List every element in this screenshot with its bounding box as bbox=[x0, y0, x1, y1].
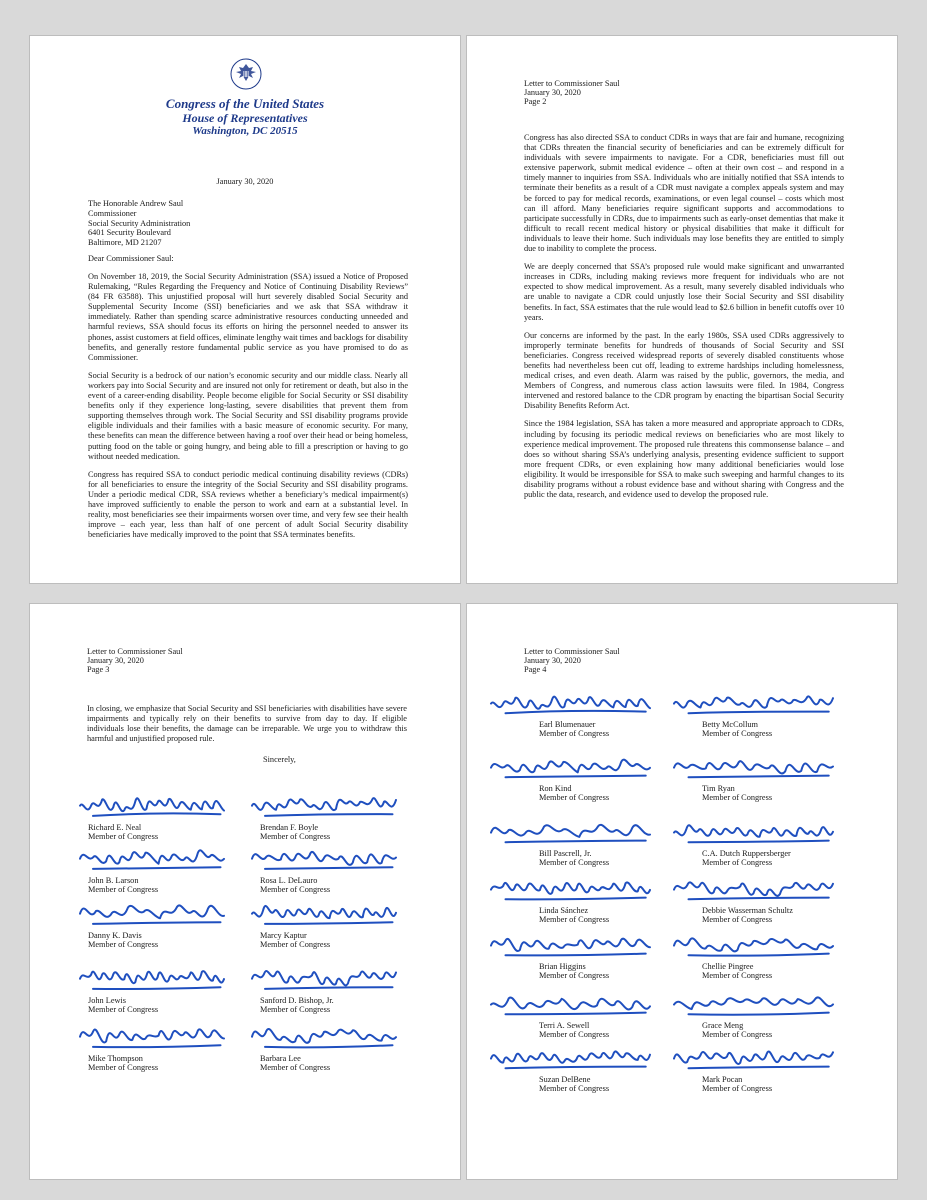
signer-name: Betty McCollum bbox=[702, 720, 759, 729]
header-line: Letter to Commissioner Saul bbox=[524, 647, 620, 656]
handwritten-signature bbox=[78, 840, 238, 876]
header-line: Letter to Commissioner Saul bbox=[524, 79, 620, 88]
signer-title: Member of Congress bbox=[260, 885, 331, 894]
header-line: January 30, 2020 bbox=[87, 656, 144, 666]
header-line: Letter to Commissioner Saul bbox=[87, 647, 183, 656]
signer-name: Sanford D. Bishop, Jr. bbox=[260, 996, 334, 1005]
handwritten-signature bbox=[489, 750, 664, 784]
handwritten-signature bbox=[672, 750, 847, 784]
signer-name: John B. Larson bbox=[88, 876, 139, 885]
signer-title: Member of Congress bbox=[88, 832, 159, 841]
signer-title: Member of Congress bbox=[88, 1063, 159, 1072]
signer bbox=[250, 960, 410, 1018]
signer bbox=[672, 987, 847, 1043]
signer-name: Debbie Wasserman Schultz bbox=[702, 906, 793, 915]
header-line: January 30, 2020 bbox=[524, 88, 581, 98]
letterhead-city: Washington, DC 20515 bbox=[192, 125, 298, 137]
signer-name: Terri A. Sewell bbox=[539, 1021, 590, 1030]
handwritten-signature bbox=[489, 928, 664, 962]
signer bbox=[78, 895, 238, 953]
handwritten-signature bbox=[489, 987, 664, 1021]
signer-title: Member of Congress bbox=[702, 1030, 773, 1039]
paragraph: Since the 1984 legislation, SSA has taken a more measured and appropriate approach to CDRs, including by focusing its periodic medical reviews on beneficiaries who are most likely to experience medical improvement. The proposed rule threatens this commonsense balance – and does so without sharing SSA’s underlying analysis, presenting evidence sufficient to support more frequent CDRs, or even explaining how many additional beneficiaries would lose eligibility. It would be irresponsible for SSA to make such sweeping and harmful changes to its disability programs without a robust evidence base and without sharing with Congress and the public the data, research, and evidence used to develop the proposed rule. bbox=[524, 419, 844, 500]
handwritten-signature bbox=[250, 787, 410, 823]
header-line: Page 3 bbox=[87, 665, 110, 675]
address-line: Baltimore, MD 21207 bbox=[88, 238, 162, 248]
signer-name: Marcy Kaptur bbox=[260, 931, 307, 940]
signer bbox=[489, 987, 664, 1043]
letter-body bbox=[88, 272, 408, 548]
signer-name: Rosa L. DeLauro bbox=[260, 876, 318, 885]
handwritten-signature bbox=[489, 1041, 664, 1075]
recipient-address bbox=[88, 199, 408, 248]
handwritten-signature bbox=[489, 686, 664, 720]
signer-title: Member of Congress bbox=[539, 915, 610, 924]
signer bbox=[78, 960, 238, 1018]
signer-name: Richard E. Neal bbox=[88, 823, 142, 832]
paragraph: We are deeply concerned that SSA’s proposed rule would make significant and unwarranted increases in CDRs, including making reviews more frequent for individuals who are not expected to show medical improvement. As a result, many severely disabled individuals who are unable to navigate a CDR could unjustly lose their Social Security and SSI disability benefits. In fact, SSA estimates that the rule would lead to $2.6 billion in benefit cutoffs over 10 years. bbox=[524, 262, 844, 322]
house-seal-icon bbox=[229, 57, 263, 91]
signer-title: Member of Congress bbox=[702, 858, 773, 867]
signer-name: Earl Blumenauer bbox=[539, 720, 596, 729]
signer bbox=[489, 928, 664, 984]
signer-title: Member of Congress bbox=[260, 832, 331, 841]
signer bbox=[250, 1018, 410, 1076]
signer-title: Member of Congress bbox=[88, 940, 159, 949]
signer-name: John Lewis bbox=[88, 996, 127, 1005]
address-line: Commissioner bbox=[88, 208, 137, 218]
signer-name: Grace Meng bbox=[702, 1021, 744, 1030]
signer bbox=[250, 840, 410, 898]
handwritten-signature bbox=[672, 928, 847, 962]
signer bbox=[78, 840, 238, 898]
signer-title: Member of Congress bbox=[539, 1084, 610, 1093]
signer-title: Member of Congress bbox=[702, 793, 773, 802]
signer bbox=[672, 928, 847, 984]
handwritten-signature bbox=[250, 960, 410, 996]
handwritten-signature bbox=[672, 872, 847, 906]
page-header bbox=[87, 647, 183, 675]
signer-title: Member of Congress bbox=[702, 915, 773, 924]
letter-date: January 30, 2020 bbox=[216, 177, 274, 186]
signer-title: Member of Congress bbox=[702, 1084, 773, 1093]
signer-title: Member of Congress bbox=[539, 858, 610, 867]
page-header bbox=[524, 647, 620, 675]
signer-name: Brendan F. Boyle bbox=[260, 823, 319, 832]
signer-name: Suzan DelBene bbox=[539, 1075, 591, 1084]
closing: Sincerely, bbox=[263, 755, 296, 764]
handwritten-signature bbox=[78, 895, 238, 931]
handwritten-signature bbox=[672, 815, 847, 849]
paragraph: Congress has required SSA to conduct periodic medical continuing disability reviews (CDRs) for all beneficiaries to ensure the integrity of the Social Security and SSI disability programs. Under a periodic medical CDR, SSA reviews whether a beneficiary’s medical impairment(s) have improved sufficiently to enable the person to work and earn at a substantial level. In reality, most beneficiaries see their impairments worsen over time, and very few see their health improve – each year, less than half of one percent of adult Social Security disability beneficiaries have medically improved to the point that SSA terminates benefits. bbox=[88, 469, 408, 540]
handwritten-signature bbox=[78, 1018, 238, 1054]
signer bbox=[672, 1041, 847, 1097]
signer-name: Bill Pascrell, Jr. bbox=[539, 849, 592, 858]
handwritten-signature bbox=[672, 686, 847, 720]
signer bbox=[78, 1018, 238, 1076]
header-line: January 30, 2020 bbox=[524, 656, 581, 666]
paragraph: Our concerns are informed by the past. In the early 1980s, SSA used CDRs aggressively to improperly terminate benefits for hundreds of thousands of Social Security and SSI beneficiaries. Congress received widespread reports of severely disabled constituents whose benefits had nevertheless been cut off, leading to extreme hardships including homelessness, medical crises, and even death. Alarm was raised by the public, governors, the media, and Members of Congress, and numerous class action lawsuits were filed. In 1984, Congress intervened and restored balance to the CDR program by enacting the bipartisan Social Security Disability Benefits Reform Act. bbox=[524, 330, 844, 411]
signer bbox=[489, 686, 664, 742]
signer bbox=[672, 815, 847, 871]
paragraph: On November 18, 2019, the Social Security Administration (SSA) issued a Notice of Proposed Rulemaking, “Rules Regarding the Frequency and Notice of Continuing Disability Reviews” (84 FR 63588). This unjustified proposal will hurt severely disabled Social Security and Supplemental Security Income (SSI) beneficiaries and we ask that SSA withdraw it immediately. Rather than spending scarce administrative resources conducting unneeded and harmful reviews, SSA should focus its efforts on hiring the personnel needed to answer its phones, assist customers at field offices, eliminate lengthy wait times and backlogs for disability benefits, and generally restore fundamental public service as you have promised to do as Commissioner. bbox=[88, 272, 408, 362]
handwritten-signature bbox=[672, 987, 847, 1021]
letter-body bbox=[87, 704, 407, 752]
signer bbox=[489, 815, 664, 871]
signer bbox=[250, 787, 410, 845]
signer-name: Danny K. Davis bbox=[88, 931, 142, 940]
handwritten-signature bbox=[250, 1018, 410, 1054]
signer-title: Member of Congress bbox=[539, 1030, 610, 1039]
letter-body bbox=[524, 133, 844, 508]
signer-name: Mike Thompson bbox=[88, 1054, 143, 1063]
letter-page-1 bbox=[30, 36, 460, 583]
signer bbox=[78, 787, 238, 845]
paragraph: In closing, we emphasize that Social Security and SSI beneficiaries with disabilities have severe impairments and typically rely on their benefits to survive from day to day. If eligible individuals lose their benefits, the damage can be irreparable. We urge you to withdraw this harmful and unjustified proposed rule. bbox=[87, 704, 407, 744]
signer-name: C.A. Dutch Ruppersberger bbox=[702, 849, 791, 858]
signer-name: Mark Pocan bbox=[702, 1075, 743, 1084]
signer bbox=[672, 750, 847, 806]
signer-title: Member of Congress bbox=[539, 793, 610, 802]
signer-name: Linda Sánchez bbox=[539, 906, 589, 915]
handwritten-signature bbox=[250, 840, 410, 876]
letterhead-house: House of Representatives bbox=[182, 111, 308, 125]
signer-title: Member of Congress bbox=[88, 1005, 159, 1014]
paragraph: Congress has also directed SSA to conduct CDRs in ways that are fair and humane, recognizing that CDRs threaten the financial security of beneficiaries and can be extremely difficult for individuals with severe impairments to navigate. For a CDR, beneficiaries must fill out extensive paperwork, submit medical evidence – often at their own cost – and respond in a timely manner to inquiries from SSA. Individuals who are initially notified that SSA intends to terminate their benefits as a result of a CDR must navigate a complex appeals system and may be forced to pay for medical records, examinations, or even legal counsel – costs which most can ill afford. Many beneficiaries require significant supports and accommodations to participate successfully in CDRs, due to impairments such as early-onset dementias that make it difficult to recall recent medical history or physical disabilities that make it difficult for individuals to leave their home. Such individuals may lose benefits they are entitled to simply due to inability to complete the process. bbox=[524, 133, 844, 254]
signer bbox=[489, 750, 664, 806]
signer bbox=[489, 872, 664, 928]
salutation: Dear Commissioner Saul: bbox=[88, 254, 174, 263]
signer-name: Brian Higgins bbox=[539, 962, 586, 971]
handwritten-signature bbox=[672, 1041, 847, 1075]
signer-title: Member of Congress bbox=[88, 885, 159, 894]
header-line: Page 2 bbox=[524, 97, 547, 107]
signer-name: Barbara Lee bbox=[260, 1054, 301, 1063]
signer-title: Member of Congress bbox=[702, 729, 773, 738]
signer-name: Tim Ryan bbox=[702, 784, 735, 793]
handwritten-signature bbox=[489, 815, 664, 849]
page-header bbox=[524, 79, 620, 107]
signer-title: Member of Congress bbox=[539, 729, 610, 738]
address-line: Social Security Administration bbox=[88, 218, 191, 228]
handwritten-signature bbox=[78, 787, 238, 823]
letter-page-4 bbox=[467, 604, 897, 1179]
letter-page-3 bbox=[30, 604, 460, 1179]
signer-title: Member of Congress bbox=[260, 1005, 331, 1014]
signer-name: Chellie Pingree bbox=[702, 962, 754, 971]
paragraph: Social Security is a bedrock of our nation’s economic security and our middle class. Nearly all workers pay into Social Security and are insured not only for retirement or death, but also in the event of a career-ending disability. People become eligible for Social Security or SSI disability benefits only if they experience long-lasting, severe disabilities that prevent them from supporting themselves through work. The Social Security and SSI disability programs provide eligible individuals and their families with a basic measure of economic security. For many, these benefits can mean the difference between having a roof over their head or being homeless, putting food on the table or going hungry, and being able to fill a prescription or having to go without needed medication. bbox=[88, 370, 408, 461]
signer-name: Ron Kind bbox=[539, 784, 572, 793]
signer bbox=[672, 872, 847, 928]
signer-title: Member of Congress bbox=[702, 971, 773, 980]
letter-page-2 bbox=[467, 36, 897, 583]
signer-title: Member of Congress bbox=[260, 940, 331, 949]
header-line: Page 4 bbox=[524, 665, 547, 675]
handwritten-signature bbox=[250, 895, 410, 931]
letterhead-congress: Congress of the United States bbox=[165, 96, 325, 111]
address-line: The Honorable Andrew Saul bbox=[88, 199, 184, 208]
signer bbox=[672, 686, 847, 742]
handwritten-signature bbox=[78, 960, 238, 996]
signer-title: Member of Congress bbox=[260, 1063, 331, 1072]
address-line: 6401 Security Boulevard bbox=[88, 228, 171, 238]
signer bbox=[250, 895, 410, 953]
signer bbox=[489, 1041, 664, 1097]
signer-title: Member of Congress bbox=[539, 971, 610, 980]
handwritten-signature bbox=[489, 872, 664, 906]
